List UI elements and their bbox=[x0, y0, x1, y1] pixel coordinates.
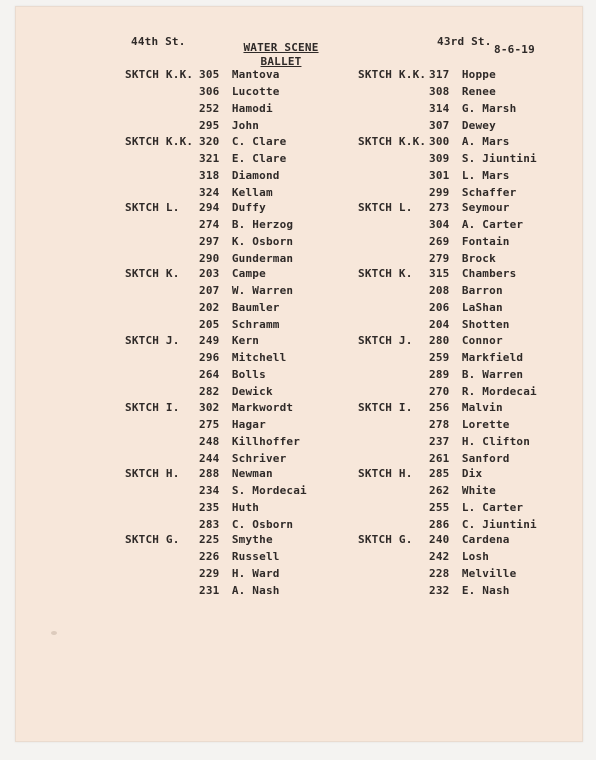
roster-entry bbox=[429, 251, 496, 267]
roster-entry bbox=[199, 566, 280, 582]
performer-number: 242 bbox=[429, 550, 450, 563]
performer-number: 208 bbox=[429, 284, 450, 297]
performer-name: A. Nash bbox=[231, 584, 280, 597]
section-label: SKTCH I. bbox=[125, 401, 180, 414]
performer-number: 264 bbox=[199, 368, 220, 381]
performer-name: B. Warren bbox=[461, 368, 524, 381]
roster-entry bbox=[199, 67, 280, 83]
roster-entry bbox=[199, 417, 266, 433]
performer-name: C. Clare bbox=[231, 135, 287, 148]
performer-name: Kellam bbox=[231, 186, 273, 199]
performer-number: 315 bbox=[429, 267, 450, 280]
performer-number: 261 bbox=[429, 452, 450, 465]
roster-entry bbox=[429, 266, 516, 282]
roster-entry bbox=[429, 234, 510, 250]
performer-number: 283 bbox=[199, 518, 220, 531]
section-label: SKTCH J. bbox=[125, 334, 180, 347]
roster-entry bbox=[429, 84, 496, 100]
performer-name: Mitchell bbox=[231, 351, 287, 364]
performer-name: S. Mordecai bbox=[231, 484, 307, 497]
performer-name: Duffy bbox=[231, 201, 266, 214]
performer-number: 231 bbox=[199, 584, 220, 597]
roster-entry bbox=[429, 118, 496, 134]
roster-entry bbox=[199, 266, 266, 282]
roster-entry bbox=[199, 517, 293, 533]
roster-entry bbox=[429, 200, 510, 216]
roster-entry bbox=[199, 583, 280, 599]
roster-entry bbox=[199, 549, 280, 565]
performer-number: 228 bbox=[429, 567, 450, 580]
performer-name: Schaffer bbox=[461, 186, 517, 199]
performer-name: R. Mordecai bbox=[461, 385, 537, 398]
roster-entry bbox=[199, 84, 280, 100]
performer-number: 256 bbox=[429, 401, 450, 414]
roster-entry bbox=[429, 583, 510, 599]
performer-number: 320 bbox=[199, 135, 220, 148]
performer-name: Chambers bbox=[461, 267, 517, 280]
page-title bbox=[236, 41, 326, 69]
document-page bbox=[15, 6, 583, 742]
performer-name: Malvin bbox=[461, 401, 503, 414]
section-label: SKTCH L. bbox=[125, 201, 180, 214]
performer-number: 274 bbox=[199, 218, 220, 231]
performer-name: Markfield bbox=[461, 351, 524, 364]
performer-name: K. Osborn bbox=[231, 235, 294, 248]
performer-number: 289 bbox=[429, 368, 450, 381]
performer-name: Baumler bbox=[231, 301, 280, 314]
performer-name: Dewey bbox=[461, 119, 496, 132]
roster-entry bbox=[429, 185, 516, 201]
roster-entry bbox=[199, 283, 293, 299]
performer-number: 204 bbox=[429, 318, 450, 331]
performer-number: 285 bbox=[429, 467, 450, 480]
performer-name: G. Marsh bbox=[461, 102, 517, 115]
roster-entry bbox=[199, 168, 280, 184]
performer-number: 234 bbox=[199, 484, 220, 497]
performer-name: Renee bbox=[461, 85, 496, 98]
performer-name: E. Clare bbox=[231, 152, 287, 165]
roster-entry bbox=[429, 300, 503, 316]
roster-entry bbox=[199, 200, 266, 216]
roster-entry bbox=[199, 500, 259, 516]
performer-name: Cardena bbox=[461, 533, 510, 546]
header-date: 8-6-19 bbox=[494, 43, 535, 56]
roster-entry bbox=[199, 451, 286, 467]
section-label: SKTCH K. bbox=[125, 267, 180, 280]
roster-entry bbox=[429, 434, 530, 450]
performer-number: 290 bbox=[199, 252, 220, 265]
performer-number: 237 bbox=[429, 435, 450, 448]
performer-number: 314 bbox=[429, 102, 450, 115]
performer-name: W. Warren bbox=[231, 284, 294, 297]
roster-entry bbox=[429, 168, 510, 184]
header-right-street: 43rd St. bbox=[437, 35, 492, 48]
performer-number: 248 bbox=[199, 435, 220, 448]
performer-number: 302 bbox=[199, 401, 220, 414]
roster-entry bbox=[429, 367, 523, 383]
performer-name: Hamodi bbox=[231, 102, 273, 115]
section-label: SKTCH K. bbox=[358, 267, 413, 280]
performer-name: Shotten bbox=[461, 318, 510, 331]
performer-name: C. Jiuntini bbox=[461, 518, 537, 531]
roster-entry bbox=[429, 466, 482, 482]
performer-number: 232 bbox=[429, 584, 450, 597]
roster-entry bbox=[429, 317, 510, 333]
performer-name: Seymour bbox=[461, 201, 510, 214]
performer-name: A. Carter bbox=[461, 218, 524, 231]
performer-name: Fontain bbox=[461, 235, 510, 248]
performer-name: Kern bbox=[231, 334, 260, 347]
performer-name: A. Mars bbox=[461, 135, 510, 148]
performer-name: Diamond bbox=[231, 169, 280, 182]
performer-name: Schriver bbox=[231, 452, 287, 465]
title-line-1: WATER SCENE bbox=[243, 41, 319, 54]
roster-entry bbox=[199, 434, 300, 450]
performer-number: 306 bbox=[199, 85, 220, 98]
performer-number: 286 bbox=[429, 518, 450, 531]
performer-name: Huth bbox=[231, 501, 260, 514]
roster-entry bbox=[199, 101, 273, 117]
header-left-street: 44th St. bbox=[131, 35, 186, 48]
roster-entry bbox=[429, 67, 496, 83]
performer-number: 296 bbox=[199, 351, 220, 364]
performer-number: 244 bbox=[199, 452, 220, 465]
performer-number: 207 bbox=[199, 284, 220, 297]
performer-number: 297 bbox=[199, 235, 220, 248]
performer-number: 270 bbox=[429, 385, 450, 398]
section-label: SKTCH H. bbox=[125, 467, 180, 480]
section-label: SKTCH G. bbox=[125, 533, 180, 546]
roster-entry bbox=[429, 517, 537, 533]
section-label: SKTCH J. bbox=[358, 334, 413, 347]
performer-number: 203 bbox=[199, 267, 220, 280]
performer-number: 324 bbox=[199, 186, 220, 199]
performer-number: 262 bbox=[429, 484, 450, 497]
roster-entry bbox=[199, 234, 293, 250]
performer-number: 318 bbox=[199, 169, 220, 182]
performer-name: Dewick bbox=[231, 385, 273, 398]
performer-number: 235 bbox=[199, 501, 220, 514]
section-label: SKTCH I. bbox=[358, 401, 413, 414]
roster-entry bbox=[429, 134, 510, 150]
performer-number: 305 bbox=[199, 68, 220, 81]
roster-entry bbox=[199, 151, 286, 167]
performer-number: 275 bbox=[199, 418, 220, 431]
performer-name: Gunderman bbox=[231, 252, 294, 265]
performer-number: 269 bbox=[429, 235, 450, 248]
performer-number: 259 bbox=[429, 351, 450, 364]
performer-name: Melville bbox=[461, 567, 517, 580]
performer-number: 301 bbox=[429, 169, 450, 182]
performer-name: S. Jiuntini bbox=[461, 152, 537, 165]
section-label: SKTCH H. bbox=[358, 467, 413, 480]
section-label: SKTCH K.K. bbox=[358, 68, 427, 81]
roster-entry bbox=[199, 134, 286, 150]
roster-entry bbox=[429, 549, 489, 565]
performer-number: 294 bbox=[199, 201, 220, 214]
roster-entry bbox=[429, 101, 516, 117]
performer-number: 304 bbox=[429, 218, 450, 231]
roster-entry bbox=[199, 317, 280, 333]
performer-name: Sanford bbox=[461, 452, 510, 465]
roster-entry bbox=[199, 118, 259, 134]
performer-number: 255 bbox=[429, 501, 450, 514]
title-line-2: BALLET bbox=[260, 55, 302, 68]
section-label: SKTCH G. bbox=[358, 533, 413, 546]
performer-number: 280 bbox=[429, 334, 450, 347]
performer-number: 279 bbox=[429, 252, 450, 265]
roster-entry bbox=[199, 532, 273, 548]
performer-name: B. Herzog bbox=[231, 218, 294, 231]
performer-name: Killhoffer bbox=[231, 435, 301, 448]
performer-name: L. Mars bbox=[461, 169, 510, 182]
section-label: SKTCH K.K. bbox=[125, 68, 194, 81]
roster-entry bbox=[429, 532, 510, 548]
roster-entry bbox=[429, 384, 537, 400]
performer-number: 252 bbox=[199, 102, 220, 115]
performer-name: Mantova bbox=[231, 68, 280, 81]
performer-name: Losh bbox=[461, 550, 490, 563]
performer-number: 307 bbox=[429, 119, 450, 132]
performer-number: 317 bbox=[429, 68, 450, 81]
performer-number: 273 bbox=[429, 201, 450, 214]
performer-number: 205 bbox=[199, 318, 220, 331]
performer-name: H. Ward bbox=[231, 567, 280, 580]
roster-entry bbox=[429, 417, 510, 433]
performer-name: E. Nash bbox=[461, 584, 510, 597]
performer-name: Lorette bbox=[461, 418, 510, 431]
performer-name: LaShan bbox=[461, 301, 503, 314]
performer-number: 308 bbox=[429, 85, 450, 98]
performer-number: 309 bbox=[429, 152, 450, 165]
paper-speck bbox=[51, 631, 57, 635]
roster-entry bbox=[199, 217, 293, 233]
performer-number: 321 bbox=[199, 152, 220, 165]
roster-entry bbox=[199, 251, 293, 267]
performer-number: 240 bbox=[429, 533, 450, 546]
performer-number: 295 bbox=[199, 119, 220, 132]
roster-entry bbox=[429, 151, 537, 167]
roster-entry bbox=[429, 483, 496, 499]
performer-number: 282 bbox=[199, 385, 220, 398]
roster-entry bbox=[199, 350, 286, 366]
performer-name: Campe bbox=[231, 267, 266, 280]
roster-entry bbox=[199, 367, 266, 383]
performer-number: 206 bbox=[429, 301, 450, 314]
performer-name: L. Carter bbox=[461, 501, 524, 514]
performer-number: 226 bbox=[199, 550, 220, 563]
roster-entry bbox=[199, 384, 273, 400]
performer-name: Russell bbox=[231, 550, 280, 563]
roster-entry bbox=[429, 566, 516, 582]
section-label: SKTCH K.K. bbox=[125, 135, 194, 148]
roster-entry bbox=[199, 483, 307, 499]
performer-name: Hoppe bbox=[461, 68, 496, 81]
roster-entry bbox=[429, 350, 523, 366]
roster-entry bbox=[199, 185, 273, 201]
roster-entry bbox=[429, 283, 503, 299]
roster-entry bbox=[429, 217, 523, 233]
performer-name: Lucotte bbox=[231, 85, 280, 98]
performer-name: Connor bbox=[461, 334, 503, 347]
performer-name: Dix bbox=[461, 467, 483, 480]
roster-entry bbox=[429, 400, 503, 416]
performer-name: Hagar bbox=[231, 418, 266, 431]
section-label: SKTCH L. bbox=[358, 201, 413, 214]
performer-number: 229 bbox=[199, 567, 220, 580]
performer-name: Brock bbox=[461, 252, 496, 265]
roster-entry bbox=[199, 300, 280, 316]
roster-entry bbox=[199, 466, 273, 482]
roster-entry bbox=[429, 500, 523, 516]
roster-entry bbox=[199, 400, 293, 416]
performer-name: Barron bbox=[461, 284, 503, 297]
performer-name: White bbox=[461, 484, 496, 497]
performer-number: 278 bbox=[429, 418, 450, 431]
performer-name: Schramm bbox=[231, 318, 280, 331]
performer-name: C. Osborn bbox=[231, 518, 294, 531]
performer-name: H. Clifton bbox=[461, 435, 531, 448]
performer-name: Newman bbox=[231, 467, 273, 480]
performer-name: Smythe bbox=[231, 533, 273, 546]
roster-entry bbox=[429, 451, 510, 467]
performer-number: 300 bbox=[429, 135, 450, 148]
performer-number: 225 bbox=[199, 533, 220, 546]
section-label: SKTCH K.K. bbox=[358, 135, 427, 148]
performer-name: John bbox=[231, 119, 260, 132]
roster-entry bbox=[199, 333, 259, 349]
performer-number: 249 bbox=[199, 334, 220, 347]
roster-entry bbox=[429, 333, 503, 349]
performer-name: Bolls bbox=[231, 368, 266, 381]
performer-name: Markwordt bbox=[231, 401, 294, 414]
performer-number: 288 bbox=[199, 467, 220, 480]
performer-number: 202 bbox=[199, 301, 220, 314]
performer-number: 299 bbox=[429, 186, 450, 199]
